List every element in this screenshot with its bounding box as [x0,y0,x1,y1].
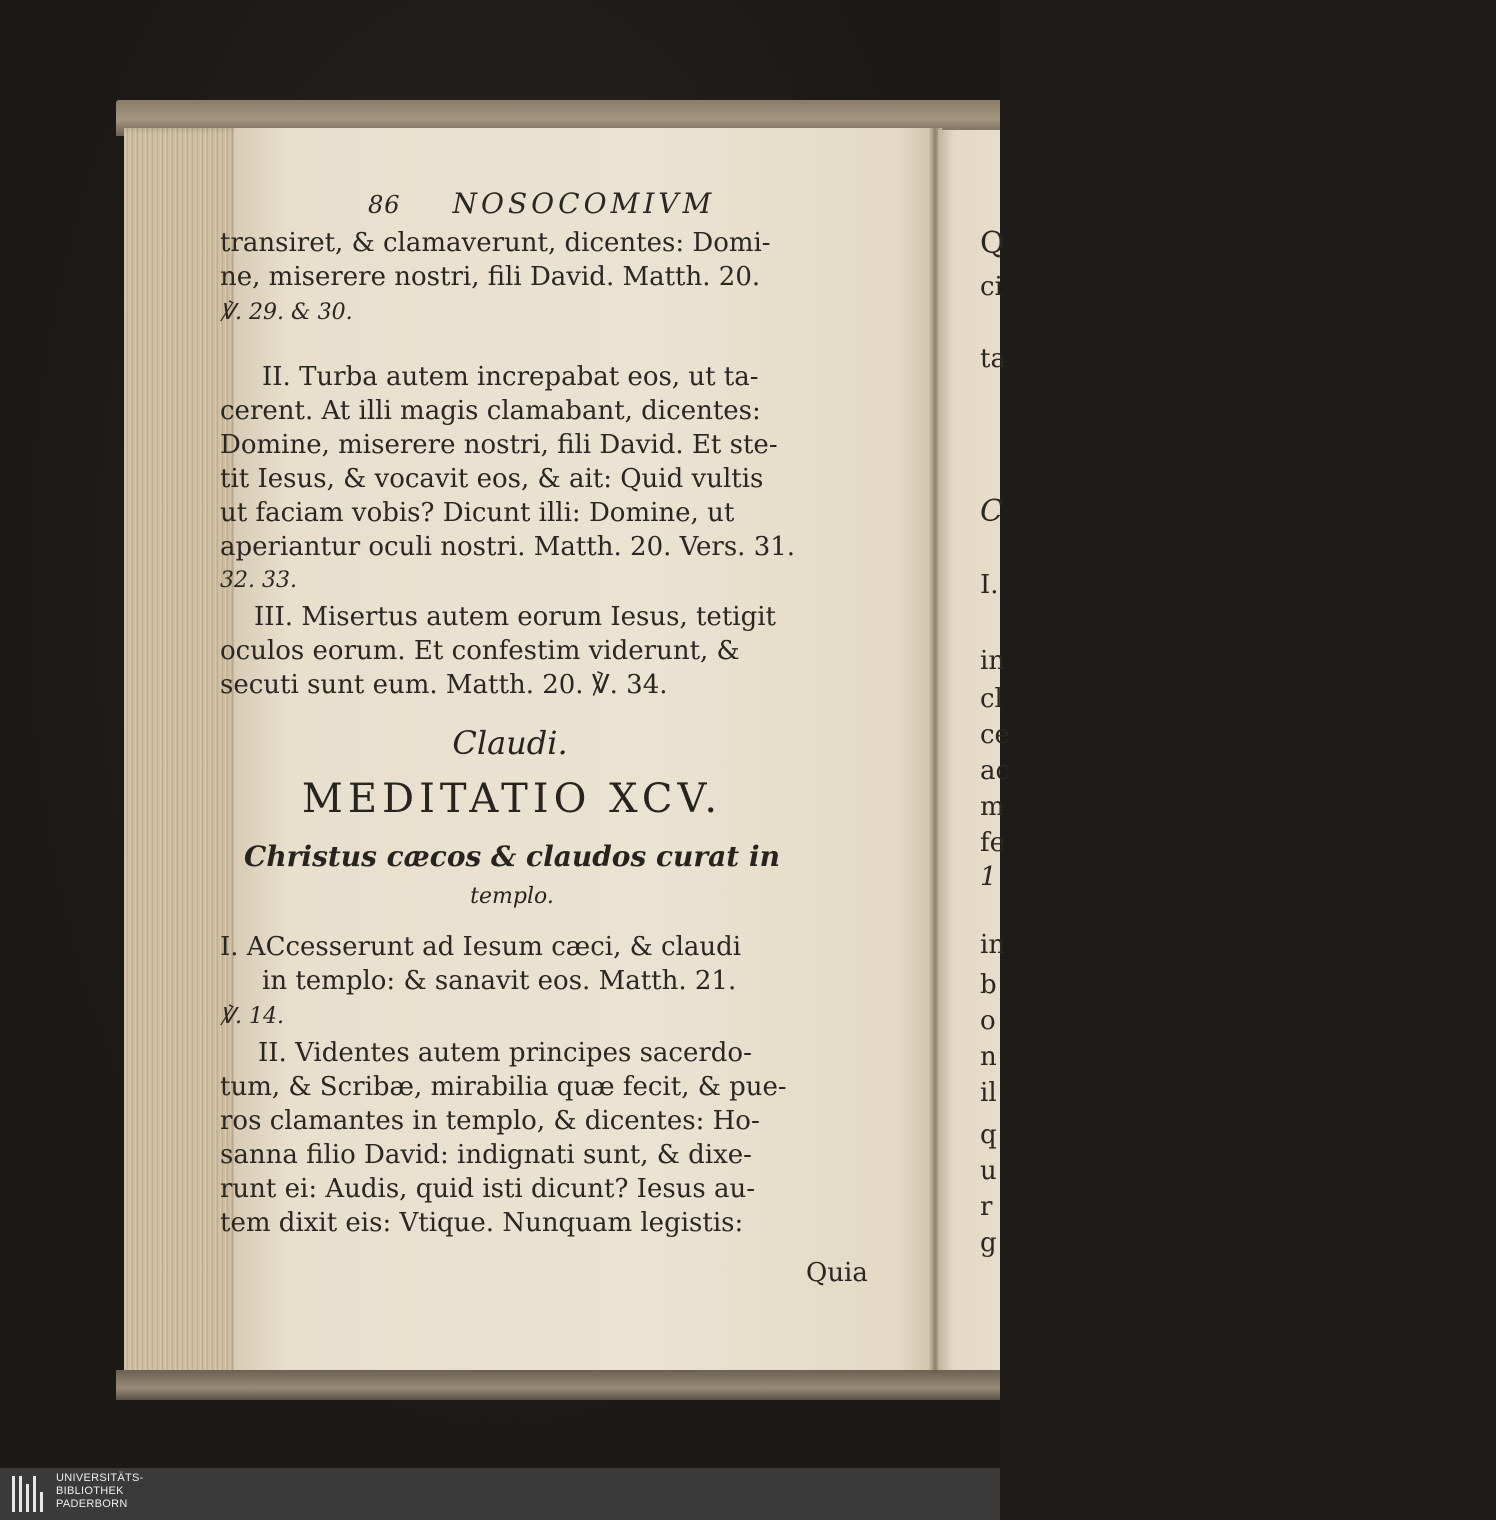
text-line: tum, & Scribæ, mirabilia quæ fecit, & pue- [220,1072,787,1102]
library-footer [0,1468,1000,1520]
fragment: ac [980,756,1011,786]
library-name [56,1472,144,1511]
text-line: transiret, & clamaverunt, dicentes: Domi- [220,228,771,258]
text-line: 32. 33. [220,568,297,593]
section-subtitle: Christus cæcos & claudos curat in [244,840,780,873]
fragment: ta [980,344,1006,374]
text-line: oculos eorum. Et confestim viderunt, & [220,636,740,666]
text-line: cerent. At illi magis clamabant, dicentes: [220,396,761,426]
fragment: 1 [980,862,997,892]
book-cover-bottom [116,1370,1000,1400]
fragment: I. [980,570,999,600]
text-line: ut faciam vobis? Dicunt illi: Domine, ut [220,498,735,528]
library-name-line: PADERBORN [56,1498,128,1510]
fragment: o [980,1006,996,1036]
fragment: fe [980,828,1006,858]
text-line: in templo: & sanavit eos. Matth. 21. [262,966,737,996]
fragment: q [980,1120,997,1150]
fragment: u [980,1156,997,1186]
library-logo-icon [10,1474,50,1514]
text-line: sanna filio David: indignati sunt, & dixe- [220,1140,752,1170]
fragment: g [980,1228,997,1258]
text-line: II. Turba autem increpabat eos, ut ta- [262,362,759,392]
section-category: Claudi. [452,724,568,762]
running-title: NOSOCOMIVM [452,187,716,220]
running-header [368,187,788,220]
fragment: in [980,646,1006,676]
text-line: tem dixit eis: Vtique. Nunquam legistis: [220,1208,744,1238]
library-name-line: BIBLIOTHEK [56,1485,124,1497]
text-line: III. Misertus autem eorum Iesus, tetigit [254,602,776,632]
library-name-line: UNIVERSITÄTS- [56,1472,144,1484]
text-line: tit Iesus, & vocavit eos, & ait: Quid vultis [220,464,764,494]
text-line: Domine, miserere nostri, fili David. Et ste- [220,430,778,460]
page-number: 86 [368,191,401,219]
text-line: secuti sunt eum. Matth. 20. ℣. 34. [220,670,668,700]
catchword: Quia [806,1258,868,1288]
text-line: II. Videntes autem principes sacerdo- [258,1038,752,1068]
fragment: in [980,930,1006,960]
text-line: ℣. 14. [220,1004,285,1029]
fragment: C [980,494,1003,529]
text-line: I. ACcesserunt ad Iesum cæci, & claudi [220,932,742,962]
fragment: il [980,1078,997,1108]
text-line: ros clamantes in templo, & dicentes: Ho- [220,1106,760,1136]
section-title: MEDITATIO XCV. [301,776,723,822]
fragment: cl [980,684,1003,714]
text-line: aperiantur oculi nostri. Matth. 20. Vers. 31. [220,532,796,562]
fragment: b [980,970,997,1000]
fragment: ce [980,720,1010,750]
text-line: ne, miserere nostri, fili David. Matth. 20. [220,262,761,292]
fragment: r [980,1192,993,1222]
text-line: ℣. 29. & 30. [220,300,353,325]
text-line: runt ei: Audis, quid isti dicunt? Iesus au- [220,1174,756,1204]
section-subtitle-cont: templo. [470,884,554,909]
fragment: ci [980,272,1003,302]
fragment: Q [980,226,1005,261]
fragment: m [980,792,1005,822]
fragment: n [980,1042,997,1072]
